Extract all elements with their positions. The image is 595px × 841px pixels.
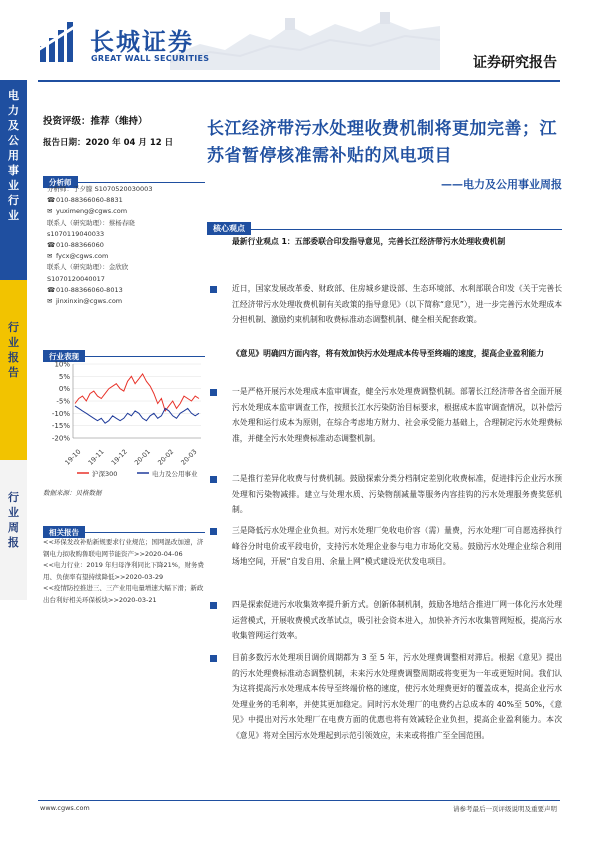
analyst-line-text: 010-88366060-8831	[56, 196, 123, 205]
side-label-char: 报	[8, 536, 19, 549]
side-strip	[0, 0, 27, 841]
related-report-link[interactable]: <<疫情防控推进三、三产业用电量增速大幅下滑；新政出台利好相关环保板块>>2020-03-21	[43, 584, 204, 604]
paragraph-3: 二是推行差异化收费与付费机制。鼓励探索分类分档制定差别化收费标准，促进排污企业污水预处理和污染物减排。建立与处理水质、污染物削减量等服务内容挂钩的污水处理服务费奖惩机制。	[232, 474, 562, 514]
core-intro-text: 最新行业观点 1：五部委联合印发指导意见，完善长江经济带污水处理收费机制	[232, 237, 506, 246]
core-view-title: 核心观点	[207, 222, 251, 235]
analyst-list	[47, 184, 207, 307]
trend-section-header	[43, 344, 205, 361]
paragraph-5: 四是探索促进污水收集效率提升新方式。创新体制机制，鼓励各地结合推进厂网一体化污水处理运营模式，开展收费模式改革试点，吸引社会资本进入，加快补齐污水收集管网短板，提高污水收集管网运行效率。	[232, 600, 562, 640]
core-view-header	[207, 216, 562, 233]
bullet-icon	[210, 286, 217, 293]
report-date: 报告日期：2020 年 04 月 12 日	[43, 138, 174, 148]
legend-label: 电力及公用事业	[152, 470, 198, 478]
x-tick-label: 20-03	[179, 447, 199, 467]
footer-disclaimer: 请参考最后一页评级说明及重要声明	[453, 805, 557, 813]
logo-icon	[38, 20, 78, 64]
side-label-char: 行	[8, 321, 19, 334]
header-divider	[38, 80, 560, 82]
y-tick-label: 5%	[58, 372, 70, 381]
related-report-link[interactable]: <<环保发改补贴新规要求行业规范；国网混改加速，济钢电力拟收购鲁联电网节能资产>>2020-04-06	[43, 538, 204, 558]
report-title: 长江经济带污水处理收费机制将更加完善；江苏省暂停核准需补贴的风电项目	[207, 119, 557, 166]
industry-performance-chart	[43, 358, 205, 486]
related-section-header	[43, 520, 205, 537]
x-tick-label: 19-10	[63, 447, 83, 467]
analyst-line-text[interactable]: yuximeng@cgws.com	[56, 207, 128, 216]
page-header	[0, 0, 595, 80]
analyst-line	[47, 262, 207, 273]
analyst-line-text[interactable]: fycx@cgws.com	[56, 252, 109, 261]
paragraph-4: 三是降低污水处理企业负担。对污水处理厂免收电价容（需）量费，污水处理厂可自愿选择执行峰谷分时电价或平段电价，支持污水处理企业参与电力市场化交易。鼓励污水处理企业综合利用场地空间，开展“自发自用、余量上网”模式建设光伏发电项目。	[232, 526, 562, 566]
analyst-line-text: 010-88366060	[56, 241, 104, 250]
analyst-line-text: s1070119040033	[47, 229, 105, 238]
analyst-line	[47, 184, 207, 195]
logo-english-name: GREAT WALL SECURITIES	[91, 54, 210, 63]
analyst-line	[47, 296, 207, 307]
analyst-line-text: 联系人（研究助理）：金欣欣	[47, 263, 129, 272]
analyst-line	[47, 274, 207, 285]
investment-rating: 投资评级：推荐（维持）	[43, 116, 148, 127]
bullet-icon	[210, 476, 217, 483]
analyst-line	[47, 251, 207, 262]
analyst-line-text[interactable]: jinxinxin@cgws.com	[56, 297, 123, 306]
footer-divider	[38, 800, 560, 801]
paragraph-2: 一是严格开展污水处理成本监审调查，健全污水处理费调整机制。部署长江经济带各省全面开展污水处理成本监审调查工作，按照长江水污染防治目标要求，根据成本监审调查情况，以补偿污水处理和运行成本为原则，在综合考虑地方财力、社会承受能力基础上，合理制定污水处理费标准，并健全污水处理费标准动态调整机制。	[232, 387, 562, 443]
y-tick-label: -10%	[51, 409, 70, 418]
series-line-1	[75, 406, 199, 423]
y-tick-label: -5%	[56, 397, 70, 406]
side-label-char: 告	[8, 366, 19, 379]
analyst-line	[47, 218, 207, 229]
bullet-icon	[210, 528, 217, 535]
trend-section-title: 行业表现	[43, 350, 85, 362]
paragraph-1b	[232, 346, 562, 362]
side-label-weekly	[0, 490, 27, 550]
great-wall-illustration	[170, 6, 440, 70]
paragraph-6: 目前多数污水处理项目调价周期都为 3 至 5 年，污水处理费调整相对滞后。根据《意见》提出的污水处理费标准动态调整机制，未来污水处理费调整周期或将变更为一年或更短时间。我们认为这将提高污水处理成本传导至终端价格的速度，使污水处理费更好的覆盖成本，提高企业污水处理业务的毛利率，并使其更加稳定。同时污水处理厂的电费约占总成本的 40%至 50%，《意见》中提出对污水处理厂在电费方面的优惠也将有效减轻企业负担，提高企业盈利能力。本次《意见》将对全国污水处理起到示范引领效应，未来或将推广至全国范围。	[232, 653, 562, 740]
mail-icon: ✉	[47, 297, 53, 306]
report-type: 证券研究报告	[473, 55, 557, 71]
side-label-report	[0, 320, 27, 380]
footer-website[interactable]: www.cgws.com	[40, 804, 90, 812]
analyst-line	[47, 285, 207, 296]
side-label-char: 行	[8, 194, 19, 207]
logo-chinese-name: 长城证券	[90, 28, 194, 56]
side-label-char: 业	[8, 336, 19, 349]
side-label-char: 用	[8, 149, 19, 162]
y-tick-label: 0%	[58, 385, 70, 394]
x-tick-label: 19-12	[109, 447, 129, 467]
x-tick-label: 19-11	[86, 447, 106, 467]
side-label-char: 业	[8, 209, 19, 222]
side-label-char: 业	[8, 179, 19, 192]
y-tick-label: -15%	[51, 422, 70, 431]
bullet-icon	[210, 602, 217, 609]
phone-icon: ☎	[47, 241, 56, 250]
analyst-line	[47, 240, 207, 251]
bullet-icon	[210, 389, 217, 396]
mail-icon: ✉	[47, 207, 53, 216]
side-label-char: 行	[8, 491, 19, 504]
side-label-char: 报	[8, 351, 19, 364]
mail-icon: ✉	[47, 252, 53, 261]
analyst-section-title: 分析师	[43, 176, 78, 188]
paragraph-1: 近日，国家发展改革委、财政部、住房城乡建设部、生态环境部、水利部联合印发《关于完善长江经济带污水处理收费机制有关政策的指导意见》（以下简称“意见”），进一步完善污水处理成本分担机制、激励约束机制和收费标准动态调整机制、健全相关配套政策。	[232, 284, 562, 324]
phone-icon: ☎	[47, 285, 56, 294]
phone-icon: ☎	[47, 196, 56, 205]
bullet-icon	[210, 655, 217, 662]
side-label-char: 事	[8, 164, 19, 177]
related-reports	[43, 537, 205, 607]
side-label-char: 公	[8, 134, 19, 147]
analyst-line-text: S1070120040017	[47, 274, 105, 283]
x-tick-label: 20-01	[132, 447, 153, 467]
y-tick-label: -20%	[51, 434, 70, 443]
analyst-line-text: 010-88366060-8013	[56, 285, 123, 294]
side-label-char: 及	[8, 119, 19, 132]
y-tick-label: 10%	[54, 360, 70, 369]
related-report-link[interactable]: <<电力行业：2019 年归母净利同比下降21%，财务费用、负债率有望持续降低>>2020-03-29	[43, 561, 204, 581]
related-section-title: 相关报告	[43, 526, 85, 538]
analyst-section-header	[43, 170, 205, 187]
side-label-char: 电	[8, 89, 19, 102]
side-label-char: 力	[8, 104, 19, 117]
x-tick-label: 20-02	[156, 447, 176, 467]
side-label-char: 业	[8, 506, 19, 519]
legend-label: 沪深300	[92, 470, 118, 478]
series-line-0	[75, 374, 199, 411]
side-label-char: 周	[8, 521, 19, 534]
analyst-line	[47, 206, 207, 217]
chart-canvas	[43, 358, 205, 486]
paragraph-1b-text: 《意见》明确四方面内容，将有效加快污水处理成本传导至终端的速度，提高企业盈利能力	[232, 349, 544, 358]
analyst-line	[47, 195, 207, 206]
report-subtitle: ——电力及公用事业周报	[441, 178, 562, 191]
chart-source: 数据来源：贝格数据	[43, 489, 102, 497]
analyst-line	[47, 229, 207, 240]
core-intro	[232, 234, 562, 250]
side-label-industry	[0, 88, 27, 223]
analyst-line-text: 分析师：于夕朦 S1070520030003	[47, 185, 153, 193]
analyst-line-text: 联系人（研究助理）：蔡杨春晓	[47, 218, 135, 227]
